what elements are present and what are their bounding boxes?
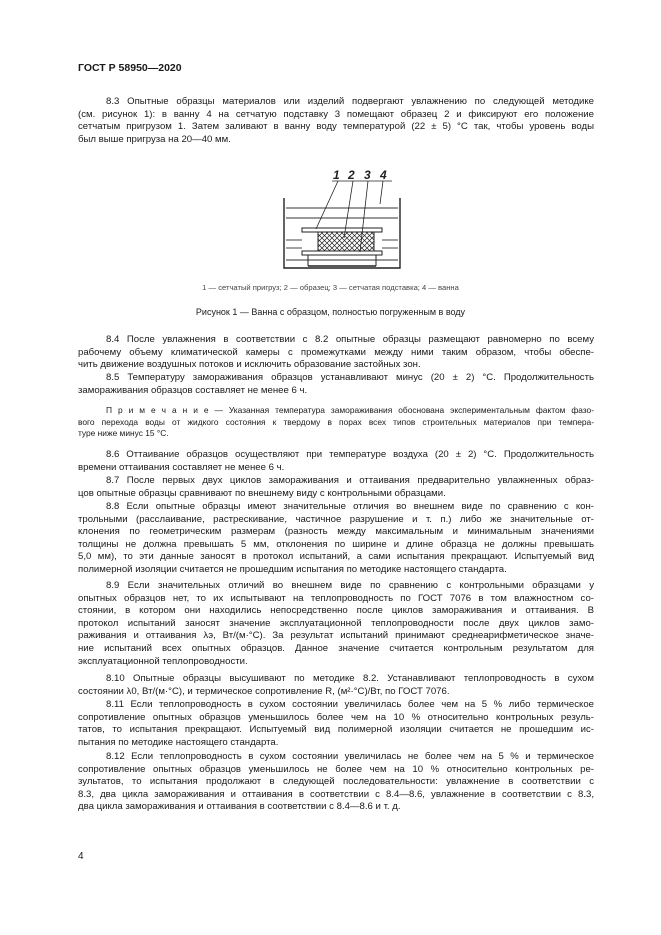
- figure-label-2: 2: [348, 168, 355, 182]
- text-line: раживания и оттаивания λэ, Вт/(м·°С). За результат испытаний принимают среднеарифметическое значе-: [78, 630, 594, 642]
- page-number: 4: [78, 851, 84, 862]
- text-line: ние испытаний всех опытных образцов. Данное значение считается контрольным результатом для: [78, 642, 594, 654]
- text-line: сопротивление опытных образцов уменьшилось не более чем на 10 % относительно контрольных ре-: [78, 763, 594, 775]
- mesh-stand: [302, 251, 382, 255]
- text-line: 8.10 Опытные образцы высушивают по методике 8.2. Устанавливают теплопроводность в сухом: [106, 673, 594, 684]
- paragraph-8-12: [78, 751, 594, 814]
- text-line: времени оттаивания составляет не менее 6 ч.: [78, 461, 285, 473]
- text-line: цов опытные образцы сравнивают по внешнему виду с контрольными образцами.: [78, 487, 446, 499]
- text-line: 8.3, два цикла замораживания и оттаивания в соответствии с 8.4—8.6, увлажнение в соответствии с 8.3,: [78, 788, 594, 800]
- text-line: татов, то испытания прекращают. Испытуемый вид полимерной изоляции считается не прошедшим ис-: [78, 724, 594, 736]
- text-line: состоянии λ0, Вт/(м·°С), и термическое сопротивление R, (м²·°С)/Вт, по ГОСТ 7076.: [78, 685, 450, 697]
- paragraph-8-6: [78, 449, 594, 474]
- text-line: пытания по методике настоящего стандарта.: [78, 736, 279, 748]
- text-line: толщины не должна превышать 5 мм, отклонения по ширине и длине образца не должны превышать: [78, 538, 594, 550]
- figure-label-1: 1: [333, 168, 340, 182]
- paragraph-8-4: [78, 334, 594, 372]
- text-line: П р и м е ч а н и е — Указанная температура замораживания обоснована экспериментальным фактом фазо-: [106, 405, 594, 415]
- text-line: эксплуатационной теплопроводности.: [78, 655, 248, 667]
- paragraph-8-5: [78, 372, 594, 397]
- note: [78, 405, 594, 440]
- text-line: 8.5 Температуру замораживания образцов устанавливают минус (20 ± 2) °С. Продолжительность: [106, 372, 594, 383]
- figure-label-4: 4: [380, 168, 387, 182]
- text-line: стоянии, в котором они находились непосредственно после циклов замораживания и оттаивания. В: [78, 605, 594, 617]
- text-line: трольными (расслаивание, растрескивание, частичное разрушение и т. п.) либо же значительные от-: [78, 513, 594, 525]
- mesh-load: [302, 228, 382, 232]
- figure-label-3: 3: [364, 168, 371, 182]
- text-line: замораживания образцов составляет не менее 6 ч.: [78, 384, 308, 396]
- bath-figure: [282, 168, 402, 274]
- text-line: 8.8 Если опытные образцы имеют значительные отличия во внешнем виде по сравнению с кон-: [106, 501, 594, 512]
- paragraph-8-7: [78, 475, 594, 500]
- text-line: 8.3 Опытные образцы материалов или изделий подвергают увлажнению по следующей методике: [106, 96, 594, 107]
- standard-header: ГОСТ Р 58950—2020: [78, 62, 182, 74]
- text-line: протокол испытаний заносят значение эксплуатационной теплопроводности после двух циклов замо-: [78, 617, 594, 629]
- paragraph-8-10: [78, 673, 594, 698]
- text-line: 5,0 мм), то эти данные заносят в протокол испытаний, а сами испытания прекращают. Испытуемый вид: [78, 551, 594, 563]
- sample: [318, 232, 374, 251]
- text-line: сетчатым пригрузом 1. Затем заливают в ванну воду температурой (22 ± 5) °С так, чтобы уровень воды: [78, 121, 594, 133]
- text-line: сопротивление опытных образцов уменьшилось более чем на 10 % относительно контрольных резуль-: [78, 711, 594, 723]
- text-line: (см. рисунок 1): в ванну 4 на сетчатую подставку 3 помещают образец 2 и фиксируют его положение: [78, 108, 594, 120]
- figure-legend: 1 — сетчатый пригруз; 2 — образец; 3 — сетчатая подставка; 4 — ванна: [202, 283, 459, 292]
- text-line: клонения по геометрическим размерам (разность между максимальным и минимальным значениями: [78, 526, 594, 538]
- text-line: 8.4 После увлажнения в соответствии с 8.2 опытные образцы размещают равномерно по всему: [106, 334, 594, 345]
- text-line: 8.11 Если теплопроводность в сухом состоянии увеличилась более чем на 5 % либо термическое: [106, 699, 594, 710]
- text-line: два цикла замораживания и оттаивания в соответствии с 8.4—8.6 и т. д.: [78, 801, 401, 813]
- text-line: опытных образцов нет, то их испытывают на теплопроводность по ГОСТ 7076 в том влажностном со-: [78, 592, 594, 604]
- text-line: 8.9 Если значительных отличий во внешнем виде по сравнению с контрольными образцами у: [106, 580, 594, 591]
- text-line: зультатов, то испытания продолжают в следующей последовательности: увлажнение в соответствии с: [78, 776, 594, 788]
- text-line: чить движение воздушных потоков и исключить образование застойных зон.: [78, 359, 421, 371]
- paragraph-8-8: [78, 501, 594, 577]
- text-line: 8.7 После первых двух циклов замораживания и оттаивания предварительно увлажненных образ-: [106, 475, 594, 486]
- text-line: полимерной изоляции считается не прошедшим испытания по методике настоящего стандарта.: [78, 563, 507, 575]
- text-line: 8.6 Оттаивание образцов осуществляют при температуре воздуха (20 ± 2) °С. Продолжительность: [106, 449, 594, 460]
- paragraph-8-11: [78, 699, 594, 749]
- text-line: 8.12 Если теплопроводность в сухом состоянии увеличилась не более чем на 5 % и термическое: [106, 751, 594, 762]
- text-line: вого перехода воды от жидкого состояния к твердому в порах всех типов строительных материалов при темпера-: [78, 416, 594, 427]
- text-line: был выше пригруза на 20—40 мм.: [78, 133, 231, 145]
- text-line: туре ниже минус 15 °С.: [78, 428, 169, 439]
- text-line: рабочему объему климатической камеры с промежутками между ними таким образом, чтобы обеспе-: [78, 346, 594, 358]
- figure-title: Рисунок 1 — Ванна с образцом, полностью погруженным в воду: [195, 307, 466, 317]
- paragraph-8-3: [78, 96, 594, 146]
- paragraph-8-9: [78, 580, 594, 668]
